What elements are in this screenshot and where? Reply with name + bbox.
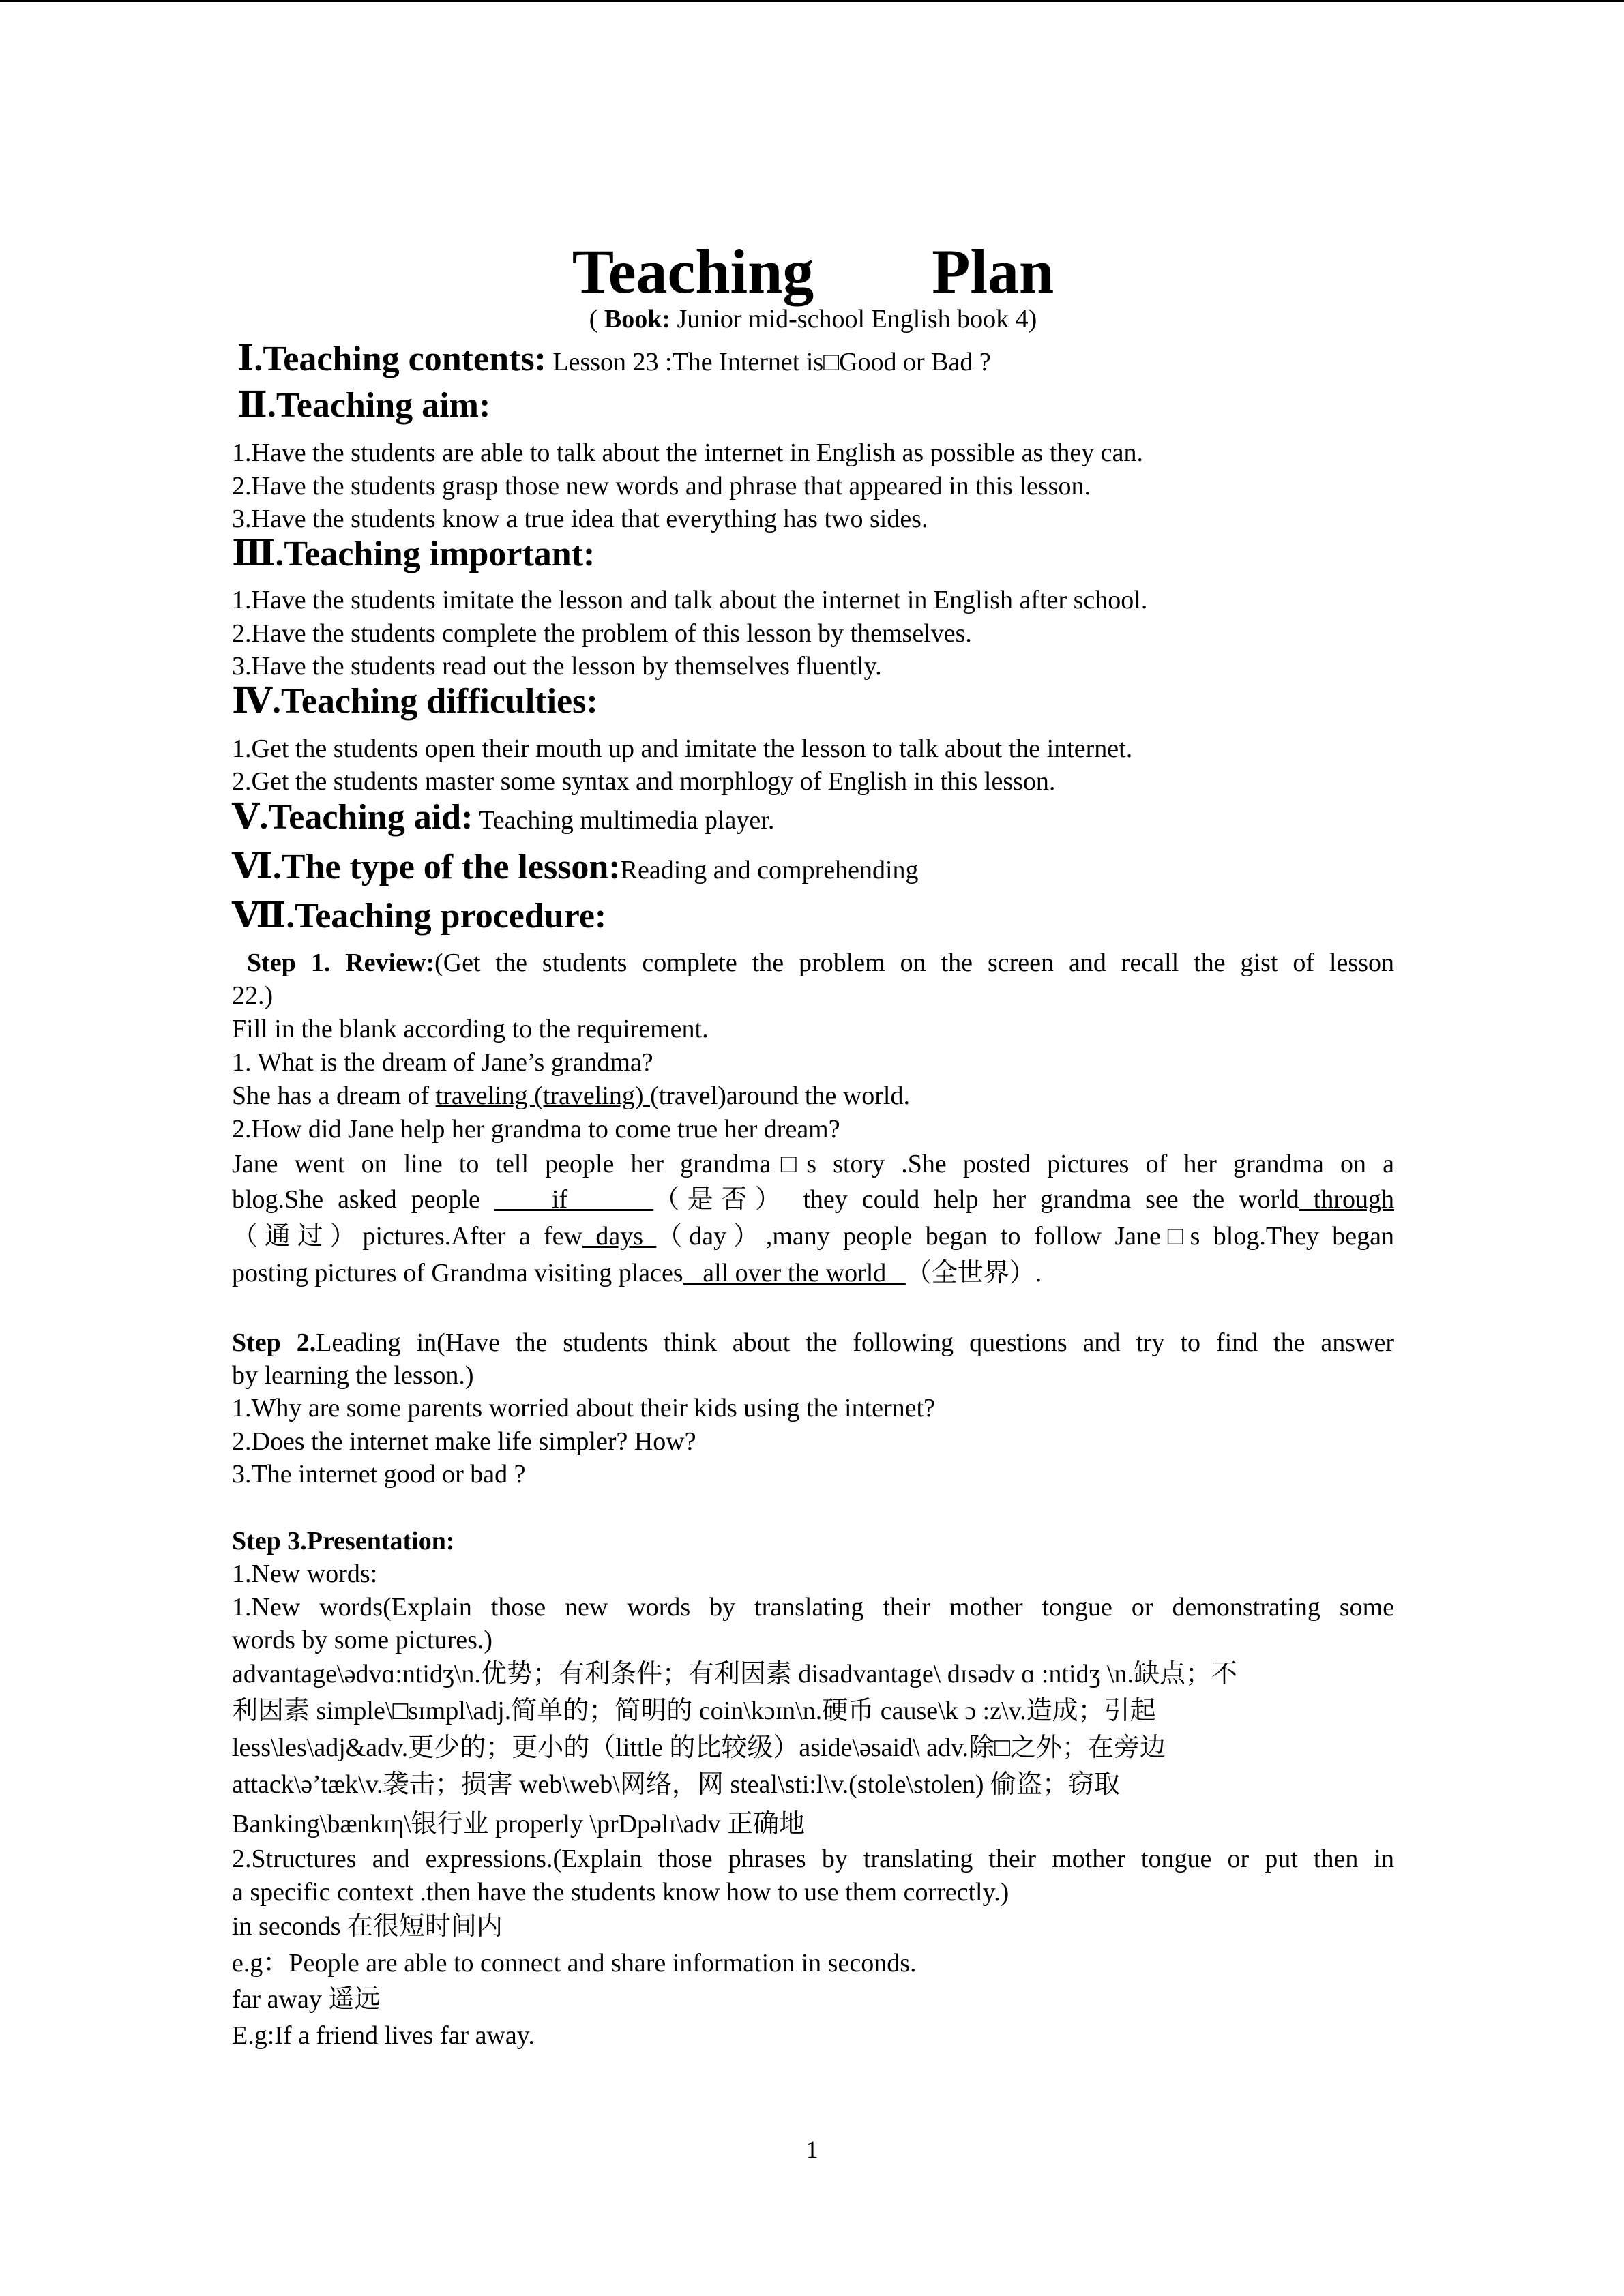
- list-item: 2.Have the students grasp those new words and phrase that appeared in this lesson.: [232, 472, 1091, 501]
- section-inline-text: Lesson 23 :The Internet is□Good or Bad ?: [546, 348, 991, 376]
- section-lesson-type: [232, 848, 1394, 886]
- section-teaching-procedure: [232, 897, 1394, 936]
- step1-answer-1: [232, 1079, 1394, 1112]
- passage-blank: all over the world: [683, 1259, 906, 1287]
- step3-subheading: 1.New words:: [232, 1560, 378, 1588]
- section-heading: Ⅳ.Teaching difficulties:: [232, 682, 598, 721]
- phrase-line: far away 遥远: [232, 1985, 381, 2014]
- page-title: Teaching Plan: [572, 237, 1054, 306]
- passage-blank: through: [1299, 1185, 1395, 1214]
- book-subtitle: [232, 302, 1394, 336]
- step1-instruction: Fill in the blank according to the requirement.: [232, 1015, 709, 1043]
- passage-text: （是否） they could help her grandma see the world: [653, 1185, 1299, 1214]
- step1-intro: [232, 946, 1394, 979]
- list-item: 3.The internet good or bad ?: [232, 1460, 526, 1489]
- list-item: 2.Get the students master some syntax and morphlogy of English in this lesson.: [232, 767, 1056, 796]
- list-item: 1.Have the students are able to talk about the internet in English as possible as they can.: [232, 438, 1143, 467]
- subtitle-label: Book:: [604, 305, 671, 333]
- section-heading: Ⅱ.Teaching aim:: [237, 386, 491, 425]
- section-heading: Ⅲ.Teaching important:: [232, 535, 595, 573]
- vocab-line: advantage\ədvɑ:ntidʒ\n.优势；有利条件；有利因素 disadvantage\ dɪsədv ɑ :ntidʒ \n.缺点；不: [232, 1660, 1238, 1688]
- step2-text: Leading in(Have the students think about the following questions and try to find the answer: [316, 1328, 1394, 1357]
- phrase-line: E.g:If a friend lives far away.: [232, 2021, 535, 2050]
- answer-text: (travel)around the world.: [650, 1082, 910, 1110]
- step3-explain: 1.New words(Explain those new words by translating their mother tongue or demonstrating some: [232, 1593, 1394, 1622]
- subtitle-open: (: [589, 305, 604, 333]
- list-item: 1.Have the students imitate the lesson and talk about the internet in English after school.: [232, 586, 1148, 614]
- vocab-line: less\les\adj&adv.更少的；更小的（little 的比较级）aside\əsaid\ adv.除□之外；在旁边: [232, 1733, 1166, 1762]
- section-teaching-contents: [237, 340, 1400, 378]
- step2-intro: [232, 1326, 1394, 1359]
- phrase-line: in seconds 在很短时间内: [232, 1912, 503, 1941]
- section-heading: Ⅰ.Teaching contents:: [237, 340, 546, 378]
- vocab-line: Banking\bænkɪη\银行业 properly \prDpəlɪ\adv 正确地: [232, 1810, 805, 1838]
- passage-blank: days: [582, 1222, 657, 1251]
- passage-blank: if: [494, 1185, 654, 1214]
- page-number: 1: [806, 2136, 818, 2163]
- step3-explain-cont: words by some pictures.): [232, 1626, 493, 1654]
- step3-subheading-2-cont: a specific context .then have the students know how to use them correctly.): [232, 1878, 1009, 1907]
- step3-label: Step 3.Presentation:: [232, 1527, 455, 1555]
- step1-intro-cont: 22.): [232, 981, 274, 1010]
- step1-passage-line: [232, 1257, 1394, 1289]
- step2-label: Step 2.: [232, 1328, 316, 1357]
- section-teaching-difficulties: [232, 682, 1394, 721]
- answer-blank: traveling (traveling): [435, 1082, 651, 1110]
- section-teaching-important: [232, 535, 1394, 573]
- passage-text: posting pictures of Grandma visiting places: [232, 1259, 683, 1287]
- answer-text: She has a dream of: [232, 1082, 436, 1110]
- list-item: 2.Does the internet make life simpler? How?: [232, 1427, 696, 1456]
- step3-subheading-2: 2.Structures and expressions.(Explain those phrases by translating their mother tongue or put then in: [232, 1845, 1394, 1873]
- passage-text: （day）,many people began to follow Jane□s blog.They began: [656, 1222, 1394, 1251]
- section-inline-text: Teaching multimedia player.: [473, 806, 775, 835]
- section-heading: Ⅵ.The type of the lesson:: [232, 848, 621, 886]
- list-item: 2.Have the students complete the problem of this lesson by themselves.: [232, 619, 972, 648]
- section-heading: Ⅶ.Teaching procedure:: [232, 897, 607, 936]
- passage-text: （全世界）.: [905, 1259, 1042, 1287]
- step2-intro-cont: by learning the lesson.): [232, 1361, 474, 1390]
- step1-question-1: 1. What is the dream of Jane’s grandma?: [232, 1048, 653, 1077]
- passage-text: blog.She asked people: [232, 1185, 494, 1214]
- section-teaching-aid: [232, 798, 1394, 837]
- list-item: 3.Have the students know a true idea that everything has two sides.: [232, 505, 928, 533]
- passage-text: （通过）pictures.After a few: [232, 1222, 582, 1251]
- step1-text: (Get the students complete the problem on the screen and recall the gist of lesson: [434, 949, 1394, 977]
- section-teaching-aim: [237, 386, 1400, 425]
- section-inline-text: Reading and comprehending: [620, 856, 919, 884]
- phrase-line: e.g：People are able to connect and share information in seconds.: [232, 1949, 917, 1978]
- list-item: 1.Get the students open their mouth up and imitate the lesson to talk about the internet.: [232, 734, 1133, 763]
- subtitle-text: Junior mid-school English book 4): [670, 305, 1037, 333]
- step1-passage-line: [232, 1183, 1394, 1216]
- step1-label: Step 1. Review:: [247, 949, 435, 977]
- step1-passage-line: [232, 1220, 1394, 1253]
- step1-passage-line: Jane went on line to tell people her grandma□s story .She posted pictures of her grandma on a: [232, 1150, 1394, 1178]
- vocab-line: attack\ə’tæk\v.袭击；损害 web\web\网络，网 steal\sti:l\v.(stole\stolen) 偷盗；窃取: [232, 1770, 1121, 1799]
- list-item: 1.Why are some parents worried about their kids using the internet?: [232, 1394, 935, 1422]
- step1-question-2: 2.How did Jane help her grandma to come true her dream?: [232, 1115, 840, 1144]
- list-item: 3.Have the students read out the lesson by themselves fluently.: [232, 652, 882, 681]
- section-heading: Ⅴ.Teaching aid:: [232, 798, 473, 837]
- vocab-line: 利因素 simple\□sɪmpl\adj.简单的；简明的 coin\kɔɪn\n.硬币 cause\k ɔ :z\v.造成；引起: [232, 1697, 1156, 1725]
